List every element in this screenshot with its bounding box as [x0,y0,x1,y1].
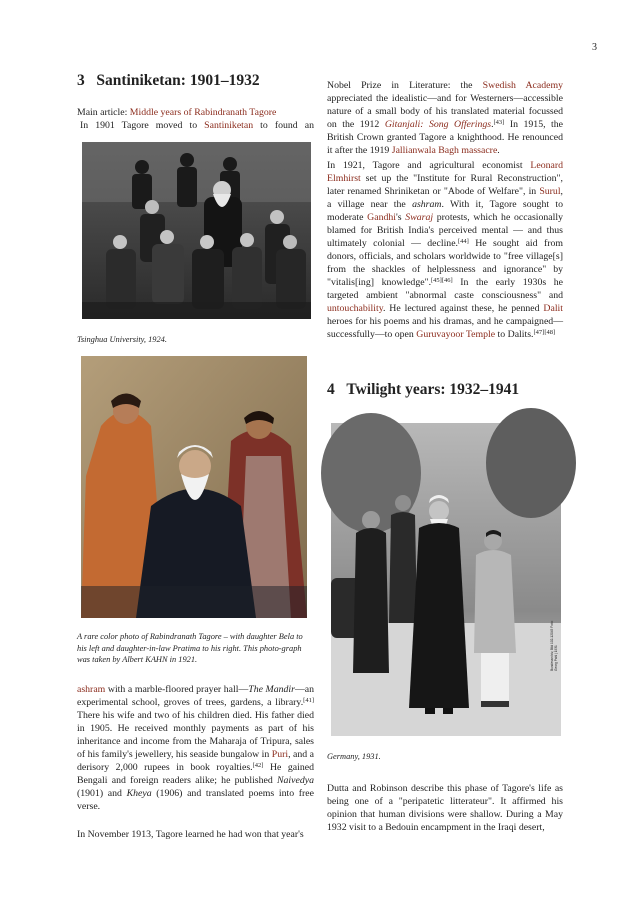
germany-caption: Germany, 1931. [327,752,381,761]
ashram-link[interactable]: ashram [77,684,106,695]
main-article-link[interactable]: Middle years of Rabindranath Tagore [129,107,277,118]
section-4-heading [327,381,519,399]
text: In 1921, Tagore and agricultural economist [327,160,531,171]
rural-reconstruction-paragraph [327,159,563,341]
section-number: 4 [327,381,335,398]
text: set up the "Institute for Rural Reconstruction", later renamed Shriniketan or "Abode of Welfare", in [327,173,563,197]
ref-47-48[interactable]: [47][48] [533,329,556,336]
gandhi-link[interactable]: Gandhi [367,212,396,223]
main-article-prefix: Main article: [77,107,130,118]
ashram-italic: ashram [412,199,442,210]
section-3-heading [77,72,260,90]
text: (1906) and translated poems into free verse. [77,788,314,812]
text: , and a derisory 2,000 rupees in book royalties. [77,749,314,773]
jallianwala-link[interactable]: Jallianwala Bagh massacre [391,145,498,156]
intro-text: In 1901 Tagore moved to [80,120,205,131]
section-title: Twilight years: 1932–1941 [346,381,520,398]
santiniketan-link[interactable]: Santiniketan [204,120,254,131]
ref-42[interactable]: [42] [252,762,264,769]
surul-link[interactable]: Surul [539,186,561,197]
tsinghua-1924-photo [82,142,311,319]
gitanjali-link[interactable]: Gitanjali: Song Offerings [384,119,492,130]
intro-line [80,119,314,132]
ashram-paragraph [77,683,314,813]
swaraj-link[interactable]: Swaraj [405,212,434,223]
section-number: 3 [77,72,85,89]
section-title: Santiniketan: 1901–1932 [96,72,260,89]
dalit-link[interactable]: Dalit [543,303,563,314]
text: protests, which he occasionally blamed for British India's perceived mental — and thus ultimately colonial — decline. [327,212,563,249]
kheya: Kheya [126,788,152,799]
text: . He lectured against these, he penned [382,303,544,314]
tsinghua-caption: Tsinghua University, 1924. [77,335,167,344]
text: 's [396,212,406,223]
text: —an experimental school, groves of trees, gardens, a library. [77,684,314,708]
text: In the early 1930s he targeted ambient "abnormal caste consciousness" and [327,277,563,301]
intro-text-end: to found an [253,120,314,131]
twilight-paragraph: Dutta and Robinson describe this phase of Tagore's life as being one of a "peripatetic litterateur". It affirmed his opinion that human divisions were shallow. During a May 1932 visit to a Bedouin encampment in the Iraqi desert, [327,783,563,833]
page-number: 3 [592,42,597,53]
text: to Dalits. [495,329,534,340]
ref-43[interactable]: [43] [493,119,505,126]
text: . With it, Tagore sought to moderate [327,199,563,223]
puri-link[interactable]: Puri [271,749,289,760]
naivedya: Naivedya [277,775,314,786]
text: appreciated the idealistic—and for Westerners—accessible nature of a small body of his translated material focussed on the 1912 [327,93,563,130]
text: , a village near the [327,186,563,210]
text: heroes for his poems and his dramas, and he campaigned—successfully—to open [327,316,563,340]
november-paragraph: In November 1913, Tagore learned he had won that year's [77,829,304,840]
color-photo-caption: A rare color photo of Rabindranath Tagore – with daughter Bela to his left and daughter-in-law Pratima to his right. This photo-graph was taken by Albert KAHN in 1921. [77,632,303,664]
text: (1901) and [77,788,127,799]
ref-44[interactable]: [44] [458,238,469,245]
text: with a marble-floored prayer hall— [105,684,249,695]
text: . [497,145,500,156]
main-article-line [77,106,314,119]
nobel-paragraph [327,79,563,157]
photo-archive-stamp: Bundesarchiv, Bild 102-12045 Foto: Georg Pahl | 1931 [550,620,558,671]
ref-41[interactable]: [41] [303,697,314,704]
untouchability-link[interactable]: untouchability [327,303,383,314]
text: He sought aid from donors, officials, and scholars worldwide to "free village[s] from the shackles of helplessness and ignorance" by "vitalis[ing] knowledge". [327,238,563,288]
tagore-color-photo-1921 [81,356,307,618]
ref-45-46[interactable]: [45][46] [431,277,453,284]
elmhirst-link[interactable]: Leonard Elmhirst [327,160,563,184]
text: Nobel Prize in Literature: the [327,80,483,91]
the-mandir: The Mandir [248,684,295,695]
germany-1931-photo [331,423,561,736]
text: There his wife and two of his children died. His father died in 1905. He received monthly payments as part of his inheritance and income from the Maharaja of Tripura, sales of his family's jewellery, his seaside bungalow in [77,710,314,760]
swedish-academy-link[interactable]: Swedish Academy [482,80,564,91]
text: He gained Bengali and foreign readers alike; he published [77,762,315,786]
text: In 1915, the British Crown granted Tagore a knighthood. He renounced it after the 1919 [327,119,563,156]
guruvayoor-link[interactable]: Guruvayoor Temple [416,329,496,340]
text: . [491,119,494,130]
